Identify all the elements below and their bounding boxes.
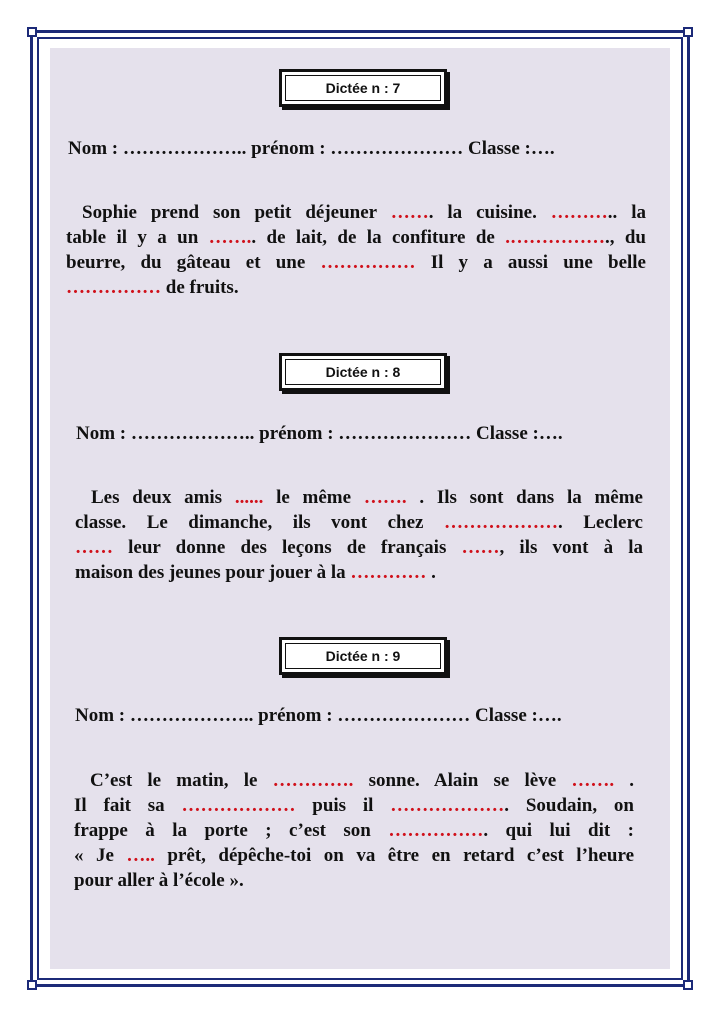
text-segment: . (614, 770, 634, 791)
frame-corner (27, 980, 37, 990)
text-line (75, 535, 643, 560)
blank-dots: ….. (126, 845, 155, 866)
text-segment: C’est le matin, le (90, 770, 273, 791)
blank-dots: ……. (571, 770, 615, 791)
text-segment: sonne. Alain se lève (353, 770, 572, 791)
name-line: Nom : ……………….. prénom : ………………… Classe :…. (76, 423, 563, 444)
blank-dots: …… (75, 537, 113, 558)
text-segment: Il fait sa (74, 795, 182, 816)
text-segment: , ils vont à la (499, 537, 644, 558)
name-line: Nom : ……………….. prénom : ………………… Classe :…. (75, 705, 562, 726)
dictation-title: Dictée n : 9 (285, 643, 441, 669)
blank-dots: …………. (272, 770, 354, 791)
text-segment: le même (263, 487, 364, 508)
blank-dots: ……… (550, 202, 608, 223)
text-segment: . Soudain, on (504, 795, 634, 816)
blank-dots: ………… (350, 562, 427, 583)
text-line (75, 560, 643, 585)
dictation-title-box (279, 637, 447, 675)
text-line (75, 510, 643, 535)
text-segment: Les deux amis (91, 487, 235, 508)
text-line (66, 200, 646, 225)
text-segment: de fruits. (161, 277, 239, 298)
text-line (74, 818, 634, 843)
text-segment: maison des jeunes pour jouer à la (75, 562, 351, 583)
blank-dots: …… (461, 537, 500, 558)
dictation-text (66, 200, 646, 300)
blank-dots: …………… (66, 277, 161, 298)
dictation-text (75, 485, 643, 585)
text-segment: beurre, du gâteau et une (66, 252, 321, 273)
blank-dots: …… (390, 202, 429, 223)
text-segment: . de lait, de la confiture de (251, 227, 506, 248)
blank-dots: ……………… (390, 795, 505, 816)
frame-corner (683, 980, 693, 990)
text-segment: .. la (607, 202, 646, 223)
text-segment: Il y a aussi une belle (415, 252, 646, 273)
text-line (74, 868, 634, 893)
dictation-text (74, 768, 634, 893)
text-segment: . qui lui dit : (483, 820, 634, 841)
text-segment: ., du (604, 227, 646, 248)
text-segment: leur donne des leçons de français (113, 537, 462, 558)
blank-dots: …………… (388, 820, 484, 841)
blank-dots: ……………… (181, 795, 296, 816)
text-line (75, 485, 643, 510)
text-segment: classe. Le dimanche, ils vont chez (75, 512, 444, 533)
name-line: Nom : ……………….. prénom : ………………… Classe :…. (68, 138, 555, 159)
text-line (66, 275, 646, 300)
dictation-title: Dictée n : 8 (285, 359, 441, 385)
blank-dots: ...... (234, 487, 264, 508)
blank-dots: ……. (208, 227, 252, 248)
dictation-title-box (279, 353, 447, 391)
text-line (66, 225, 646, 250)
blank-dots: .…………… (505, 227, 605, 248)
text-segment: . la cuisine. (428, 202, 551, 223)
text-segment: Sophie prend son petit déjeuner (82, 202, 391, 223)
blank-dots: ……………… (443, 512, 558, 533)
dictation-title: Dictée n : 7 (285, 75, 441, 101)
text-segment: « Je (74, 845, 127, 866)
text-segment: . Ils sont dans la même (406, 487, 643, 508)
text-segment: table il y a un (66, 227, 209, 248)
text-line (74, 843, 634, 868)
blank-dots: …………… (320, 252, 416, 273)
dictation-title-box (279, 69, 447, 107)
frame-corner (27, 27, 37, 37)
text-line (74, 768, 634, 793)
text-segment: prêt, dépêche-toi on va être en retard c’est l’heure (154, 845, 635, 866)
frame-corner (683, 27, 693, 37)
blank-dots: ……. (363, 487, 407, 508)
text-segment: . (426, 562, 436, 583)
text-line (74, 793, 634, 818)
text-segment: pour aller à l’école ». (74, 870, 244, 891)
text-segment: frappe à la porte ; c’est son (74, 820, 389, 841)
text-segment: puis il (295, 795, 391, 816)
text-line (66, 250, 646, 275)
text-segment: . Leclerc (557, 512, 643, 533)
